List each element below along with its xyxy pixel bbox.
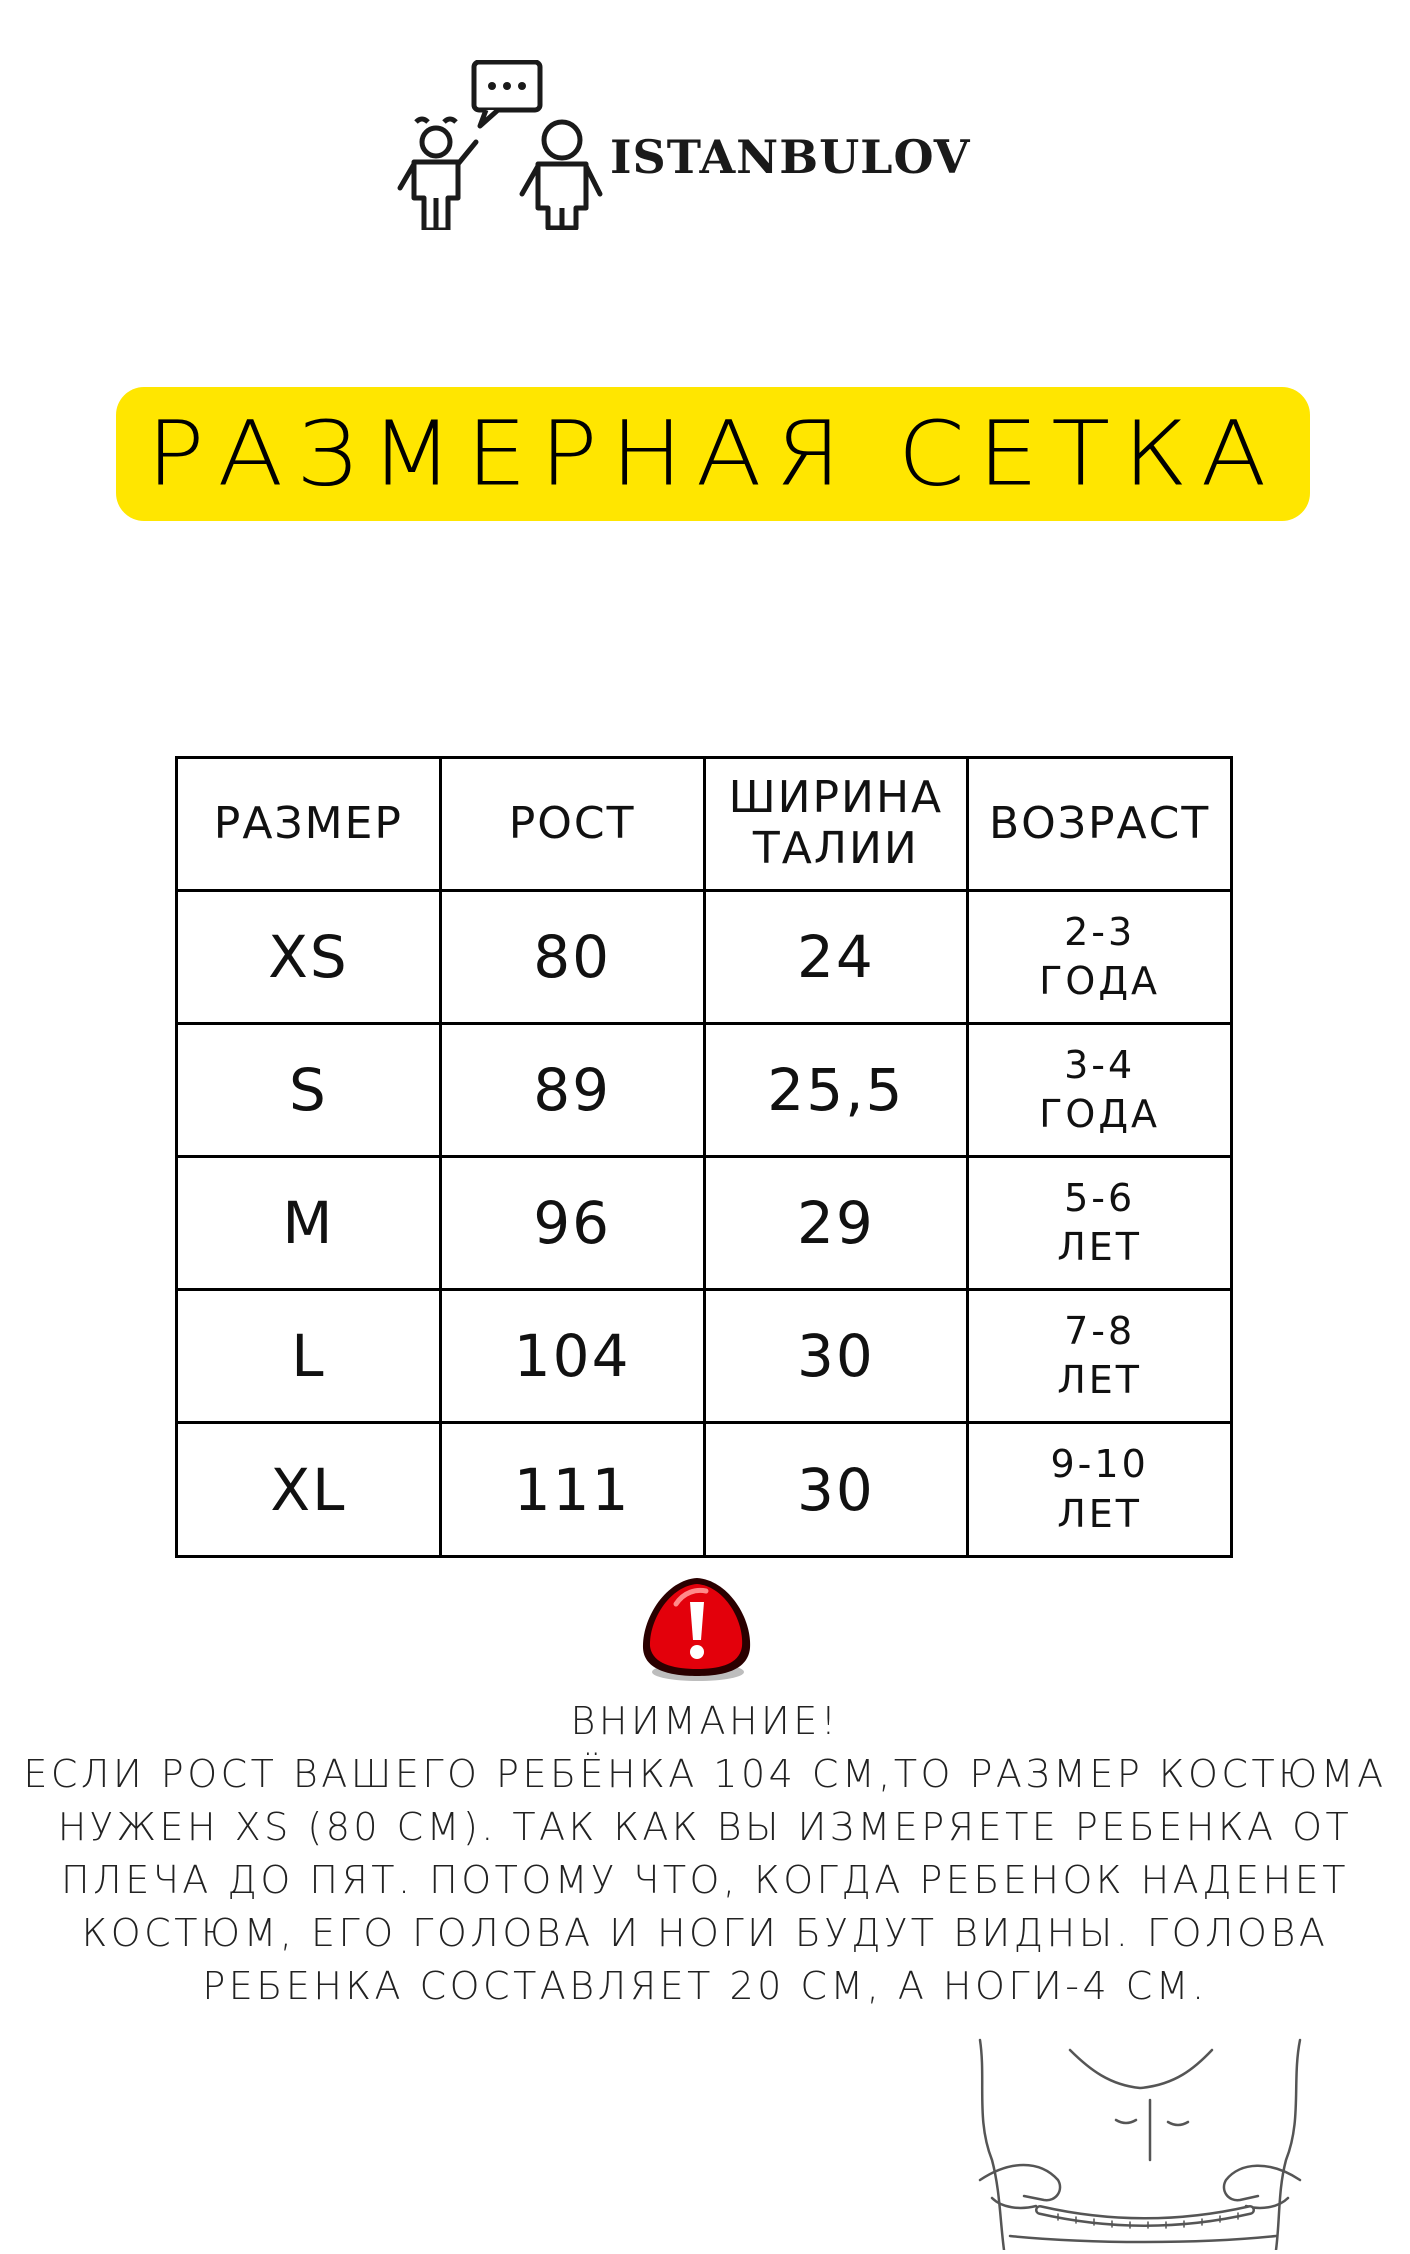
header-waist (704, 758, 968, 891)
cell-age (968, 1290, 1232, 1423)
age-unit: ГОДА (1039, 959, 1161, 1003)
header-height (440, 758, 704, 891)
header-age (968, 758, 1232, 891)
cell-age (968, 1423, 1232, 1557)
age-unit: ЛЕТ (1057, 1225, 1143, 1269)
brand-logo (392, 60, 1012, 230)
age-range: 3-4 (1064, 1042, 1136, 1087)
brand-name: ISTANBULOV (610, 130, 971, 184)
age-unit: ГОДА (1039, 1092, 1161, 1136)
cell-size: M (177, 1157, 441, 1290)
warning-line: КОСТЮМ, ЕГО ГОЛОВА И НОГИ БУДУТ ВИДНЫ. ГОЛОВА (81, 1911, 1329, 1955)
cell-waist: 30 (704, 1423, 968, 1557)
cell-age (968, 891, 1232, 1024)
table-row (177, 1423, 1232, 1557)
parent-child-speech-icon (392, 60, 607, 230)
cell-size: XS (177, 891, 441, 1024)
age-range: 7-8 (1064, 1308, 1136, 1353)
table-row (177, 1024, 1232, 1157)
header-size-label: РАЗМЕР (213, 797, 403, 849)
cell-size: S (177, 1024, 441, 1157)
cell-height: 104 (440, 1290, 704, 1423)
title-banner (116, 387, 1310, 521)
size-chart-table (175, 756, 1233, 1558)
cell-size: XL (177, 1423, 441, 1557)
page-title: РАЗМЕРНАЯ СЕТКА (146, 401, 1280, 507)
age-unit: ЛЕТ (1057, 1358, 1143, 1402)
age-range: 2-3 (1064, 909, 1136, 954)
cell-waist: 24 (704, 891, 968, 1024)
cell-waist: 25,5 (704, 1024, 968, 1157)
header-waist-label-2: ТАЛИИ (752, 823, 919, 874)
cell-height: 89 (440, 1024, 704, 1157)
header-height-label: РОСТ (508, 797, 636, 849)
table-header-row (177, 758, 1232, 891)
header-size (177, 758, 441, 891)
age-range: 9-10 (1050, 1442, 1149, 1487)
cell-height: 111 (440, 1423, 704, 1557)
exclamation-warning-icon (636, 1572, 758, 1684)
warning-heading: ВНИМАНИЕ! (570, 1699, 840, 1743)
age-range: 5-6 (1064, 1175, 1136, 1220)
cell-size: L (177, 1290, 441, 1423)
table-row (177, 1290, 1232, 1423)
cell-waist: 29 (704, 1157, 968, 1290)
age-unit: ЛЕТ (1057, 1491, 1143, 1536)
warning-line: РЕБЕНКА СОСТАВЛЯЕТ 20 СМ, А НОГИ-4 СМ. (202, 1964, 1208, 2008)
header-waist-label-1: ШИРИНА (728, 772, 944, 824)
warning-line: ПЛЕЧА ДО ПЯТ. ПОТОМУ ЧТО, КОГДА РЕБЕНОК НАДЕНЕТ (61, 1858, 1349, 1902)
warning-line: НУЖЕН XS (80 СМ). ТАК КАК ВЫ ИЗМЕРЯЕТЕ РЕБЕНКА ОТ (57, 1805, 1353, 1849)
cell-height: 80 (440, 891, 704, 1024)
waist-measuring-tape-icon (940, 2030, 1350, 2250)
cell-age (968, 1157, 1232, 1290)
warning-notice (20, 1695, 1390, 2013)
header-age-label: ВОЗРАСТ (988, 797, 1211, 849)
cell-waist: 30 (704, 1290, 968, 1423)
table-row (177, 1157, 1232, 1290)
warning-line: ЕСЛИ РОСТ ВАШЕГО РЕБЁНКА 104 СМ,ТО РАЗМЕР КОСТЮМА (23, 1752, 1387, 1796)
cell-age (968, 1024, 1232, 1157)
table-row (177, 891, 1232, 1024)
cell-height: 96 (440, 1157, 704, 1290)
